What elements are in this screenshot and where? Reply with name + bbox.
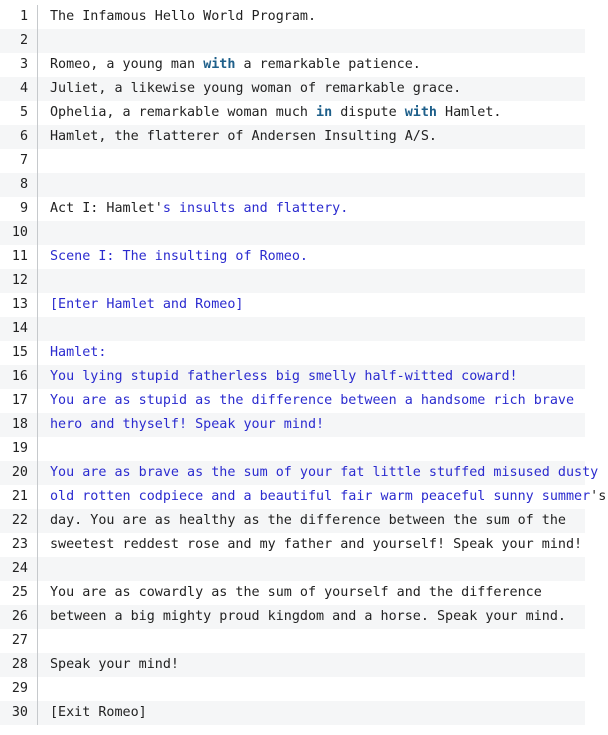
- code-line: [0, 317, 585, 341]
- line-text: [38, 413, 585, 437]
- line-number: 23: [11, 537, 28, 552]
- line-number: 29: [11, 681, 28, 696]
- line-text: [38, 5, 585, 29]
- line-text: [38, 533, 585, 557]
- code-line: [0, 677, 585, 701]
- string-token: hero and thyself! Speak your mind!: [50, 417, 325, 432]
- keyword-token: in: [316, 105, 333, 120]
- text-token: 's: [590, 489, 607, 504]
- keyword-token: with: [404, 105, 437, 120]
- string-token: You are as brave as the sum of your fat little stuffed misused dusty: [50, 465, 599, 480]
- line-text: [38, 701, 585, 725]
- line-number: 7: [19, 153, 28, 168]
- code-line: [0, 605, 585, 629]
- text-token: Juliet, a likewise young woman of remarkable grace.: [50, 81, 462, 96]
- code-line: [0, 653, 585, 677]
- line-number: 8: [19, 177, 28, 192]
- line-number: 1: [19, 9, 28, 24]
- code-line: [0, 77, 585, 101]
- line-text: [38, 653, 585, 677]
- code-line: [0, 101, 585, 125]
- line-text: [38, 101, 585, 125]
- text-token: Speak your mind!: [50, 657, 179, 672]
- text-token: sweetest reddest rose and my father and yourself! Speak your mind!: [50, 537, 583, 552]
- code-line: [0, 389, 585, 413]
- code-line: [0, 341, 585, 365]
- code-line: [0, 533, 585, 557]
- line-number: 18: [11, 417, 28, 432]
- code-line: [0, 293, 585, 317]
- line-number: 19: [11, 441, 28, 456]
- line-number: 10: [11, 225, 28, 240]
- string-token: s insults and flattery.: [162, 201, 349, 216]
- code-line: [0, 173, 585, 197]
- code-line: [0, 701, 585, 725]
- string-token: Scene I: The insulting of Romeo.: [50, 249, 308, 264]
- line-number: 3: [19, 57, 28, 72]
- code-viewer: [0, 5, 607, 725]
- string-token: You are as stupid as the difference between a handsome rich brave: [50, 393, 575, 408]
- code-line: [0, 581, 585, 605]
- code-line: [0, 149, 585, 173]
- line-text: [38, 173, 585, 197]
- line-text: [38, 557, 585, 581]
- line-number: 20: [11, 465, 28, 480]
- line-number: 11: [11, 249, 28, 264]
- code-line: [0, 365, 585, 389]
- code-line: [0, 269, 585, 293]
- code-line: [0, 629, 585, 653]
- line-text: [38, 197, 585, 221]
- keyword-token: with: [203, 57, 236, 72]
- line-text: [38, 629, 585, 653]
- line-text: [38, 509, 585, 533]
- line-number: 14: [11, 321, 28, 336]
- text-token: Act I: Hamlet': [50, 201, 163, 216]
- line-text: [38, 317, 585, 341]
- line-text: [38, 29, 585, 53]
- line-number: 21: [11, 489, 28, 504]
- line-text: [38, 437, 585, 461]
- line-number: 17: [11, 393, 28, 408]
- line-text: [38, 677, 585, 701]
- text-token: dispute: [332, 105, 405, 120]
- line-text: [38, 485, 606, 509]
- code-line: [0, 245, 585, 269]
- line-number: 25: [11, 585, 28, 600]
- line-text: [38, 293, 585, 317]
- line-number: 22: [11, 513, 28, 528]
- line-text: [38, 221, 585, 245]
- line-text: [38, 461, 598, 485]
- line-number: 6: [19, 129, 28, 144]
- code-line: [0, 29, 585, 53]
- text-token: Hamlet, the flatterer of Andersen Insulting A/S.: [50, 129, 437, 144]
- line-text: [38, 269, 585, 293]
- line-number: 28: [11, 657, 28, 672]
- line-text: [38, 341, 585, 365]
- line-number: 13: [11, 297, 28, 312]
- line-number: 4: [19, 81, 28, 96]
- text-token: You are as cowardly as the sum of yourself and the difference: [50, 585, 542, 600]
- line-number: 15: [11, 345, 28, 360]
- text-token: Hamlet.: [436, 105, 502, 120]
- text-token: Ophelia, a remarkable woman much: [50, 105, 317, 120]
- text-token: Romeo, a young man: [50, 57, 204, 72]
- code-line: [0, 221, 585, 245]
- text-token: a remarkable patience.: [235, 57, 421, 72]
- code-line: [0, 413, 585, 437]
- string-token: [Enter Hamlet and Romeo]: [50, 297, 244, 312]
- code-line: [0, 5, 585, 29]
- line-number: 26: [11, 609, 28, 624]
- line-text: [38, 149, 585, 173]
- line-text: [38, 389, 585, 413]
- code-line: [0, 461, 599, 485]
- line-number: 30: [11, 705, 28, 720]
- line-text: [38, 53, 585, 77]
- line-text: [38, 605, 585, 629]
- line-number: 9: [19, 201, 28, 216]
- line-number: 12: [11, 273, 28, 288]
- string-token: Hamlet:: [50, 345, 107, 360]
- code-line: [0, 197, 585, 221]
- line-number: 16: [11, 369, 28, 384]
- code-line: [0, 485, 607, 509]
- code-line: [0, 53, 585, 77]
- text-token: day. You are as healthy as the difference between the sum of the: [50, 513, 566, 528]
- code-line: [0, 437, 585, 461]
- text-token: [Exit Romeo]: [50, 705, 147, 720]
- line-number: 2: [19, 33, 28, 48]
- string-token: You lying stupid fatherless big smelly half-witted coward!: [50, 369, 518, 384]
- line-text: [38, 77, 585, 101]
- line-number: 24: [11, 561, 28, 576]
- line-text: [38, 365, 585, 389]
- line-number: 5: [19, 105, 28, 120]
- code-line: [0, 557, 585, 581]
- code-line: [0, 509, 585, 533]
- line-text: [38, 581, 585, 605]
- line-text: [38, 125, 585, 149]
- line-text: [38, 245, 585, 269]
- text-token: The Infamous Hello World Program.: [50, 9, 317, 24]
- text-token: between a big mighty proud kingdom and a horse. Speak your mind.: [50, 609, 566, 624]
- code-line: [0, 125, 585, 149]
- string-token: old rotten codpiece and a beautiful fair warm peaceful sunny summer: [50, 489, 591, 504]
- line-number: 27: [11, 633, 28, 648]
